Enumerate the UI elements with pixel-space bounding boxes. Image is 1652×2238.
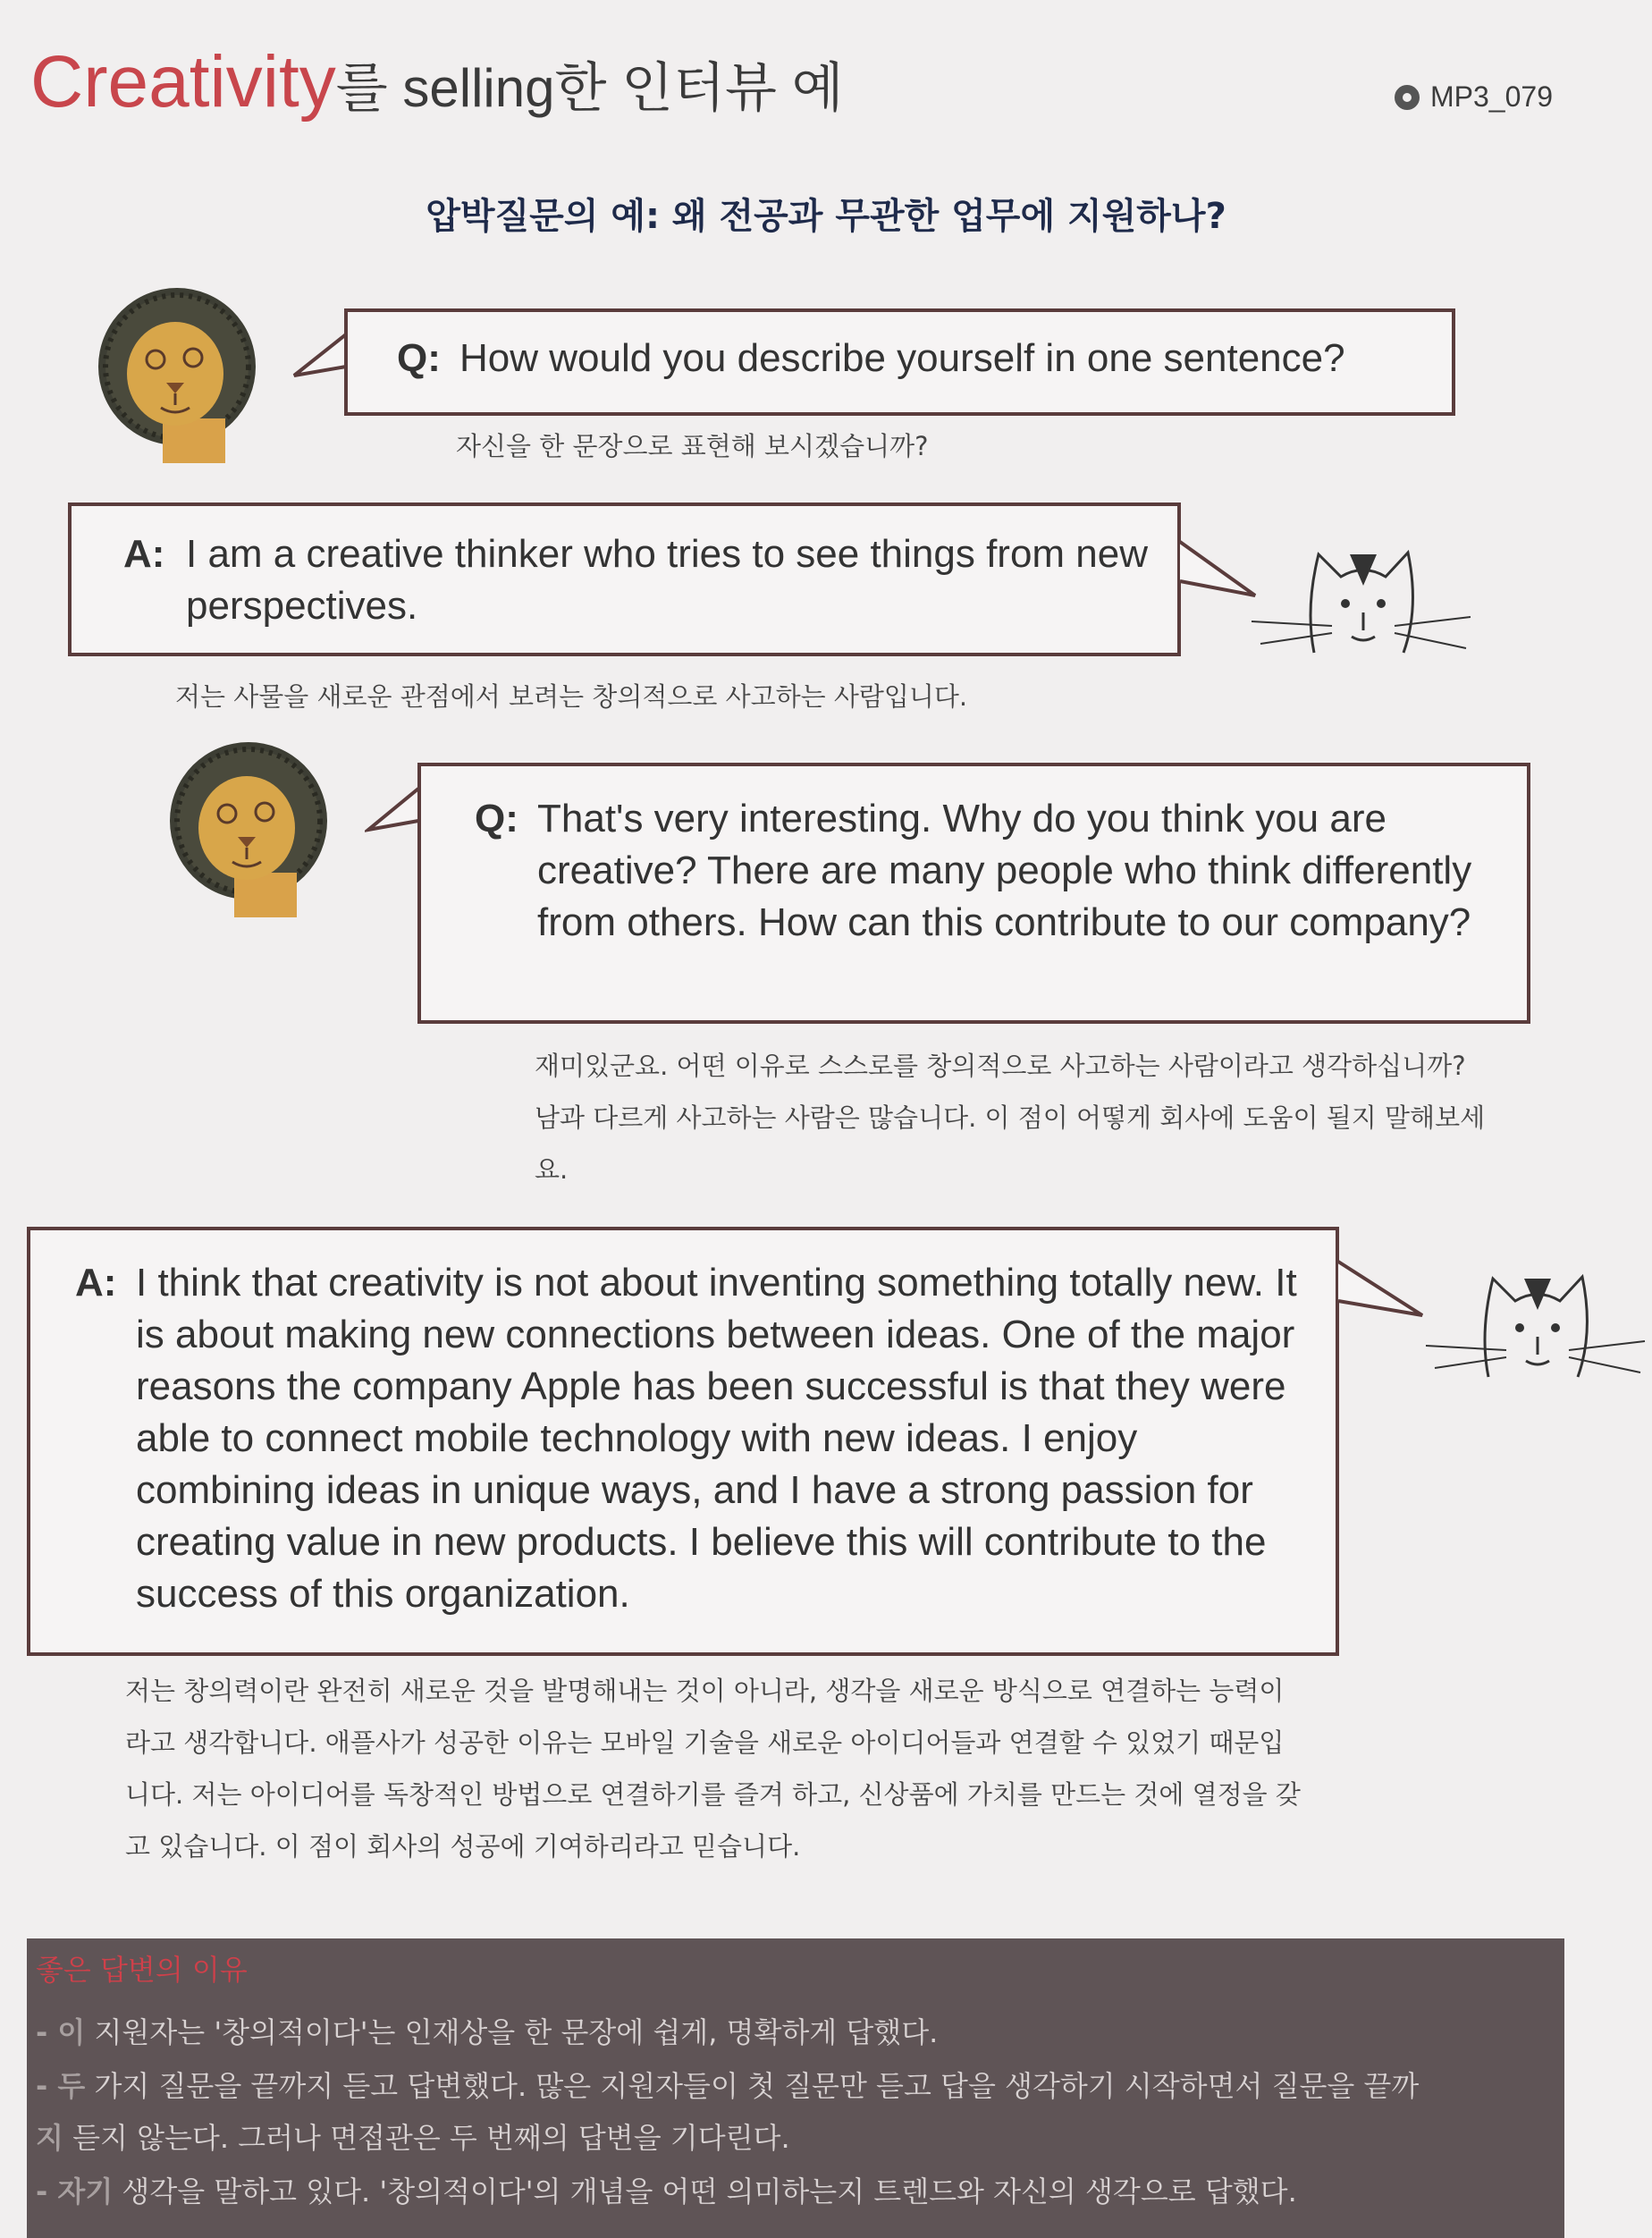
answer-1 bbox=[123, 528, 1151, 632]
title-rest: 를 selling한 인터뷰 예 bbox=[335, 58, 844, 118]
title-highlight: Creativity bbox=[30, 41, 336, 122]
answer-text: I think that creativity is not about inventing something totally new. It is about making new connections between ideas. One of the major reasons the company Apple has been successful is that they were able to connect mobile technology with new ideas. I enjoy combining ideas in unique ways, and I have a strong passion for creating value in new products. I believe this will contribute to the success of this organization. bbox=[136, 1261, 1297, 1616]
question-bubble-2 bbox=[417, 763, 1530, 1024]
question-1-translation: 자신을 한 문장으로 표현해 보시겠습니까? bbox=[456, 431, 929, 461]
mp3-track-label: MP3_079 bbox=[1430, 80, 1553, 113]
question-label: Q: bbox=[397, 336, 441, 380]
reason-line: - 두 가지 질문을 끝까지 듣고 답변했다. 많은 지원자들이 첫 질문만 듣고 답을 생각하기 시작하면서 질문을 끝까 bbox=[36, 2069, 1420, 2103]
mp3-track[interactable] bbox=[1395, 80, 1553, 114]
cat-illustration-icon bbox=[1252, 536, 1475, 671]
question-text: That's very interesting. Why do you think you are creative? There are many people who think differently from others. How can this contribute to our company? bbox=[537, 797, 1472, 944]
answer-bubble-2 bbox=[27, 1227, 1339, 1656]
cat-illustration-icon bbox=[1426, 1261, 1649, 1395]
section-subtitle: 압박질문의 예: 왜 전공과 무관한 업무에 지원하나? bbox=[426, 196, 1226, 237]
reasons-title: 좋은 답변의 이유 bbox=[36, 1953, 248, 1987]
lion-illustration-icon bbox=[161, 739, 340, 917]
answer-2-translation: 저는 창의력이란 완전히 새로운 것을 발명해내는 것이 아니라, 생각을 새로운 방식으로 연결하는 능력이라고 생각합니다. 애플사가 성공한 이유는 모바일 기술을 새로운 아이디어들과 연결할 수 있었기 때문입니다. 저는 아이디어를 독창적인 방법으로 연결하기를 즐겨 하고, 신상품에 가치를 만드는 것에 열정을 갖고 있습니다. 이 점이 회사의 성공에 기여하리라고 믿습니다. bbox=[125, 1676, 1301, 1862]
speech-tail bbox=[1336, 1256, 1426, 1328]
question-text: How would you describe yourself in one sentence? bbox=[459, 336, 1345, 380]
answer-label: A: bbox=[123, 532, 165, 576]
page-title bbox=[30, 40, 844, 124]
answer-bubble-1 bbox=[68, 502, 1181, 656]
question-2-translation: 재미있군요. 어떤 이유로 스스로를 창의적으로 사고하는 사람이라고 생각하십니까? 남과 다르게 사고하는 사람은 많습니다. 이 점이 어떻게 회사에 도움이 될지 말해보세요. bbox=[535, 1051, 1486, 1185]
answer-text: I am a creative thinker who tries to see things from new perspectives. bbox=[186, 532, 1149, 628]
reason-line: - 이 지원자는 '창의적이다'는 인재상을 한 문장에 쉽게, 명확하게 답했다. bbox=[36, 2015, 939, 2049]
answer-2 bbox=[75, 1257, 1318, 1620]
question-label: Q: bbox=[475, 797, 518, 840]
speech-tail bbox=[1178, 536, 1259, 608]
question-2 bbox=[475, 793, 1485, 949]
question-bubble-1 bbox=[344, 308, 1455, 416]
reasons-panel bbox=[27, 1938, 1564, 2238]
answer-1-translation: 저는 사물을 새로운 관점에서 보려는 창의적으로 사고하는 사람입니다. bbox=[175, 681, 968, 712]
answer-label: A: bbox=[75, 1261, 117, 1305]
reason-line: 지 듣지 않는다. 그러나 면접관은 두 번째의 답변을 기다린다. bbox=[36, 2121, 790, 2155]
question-1 bbox=[397, 336, 1345, 381]
audio-disc-icon bbox=[1395, 85, 1420, 110]
speech-tail bbox=[365, 785, 422, 839]
lion-illustration-icon bbox=[89, 284, 268, 463]
reason-line: - 자기 생각을 말하고 있다. '창의적이다'의 개념을 어떤 의미하는지 트렌드와 자신의 생각으로 답했다. bbox=[36, 2175, 1297, 2208]
speech-tail bbox=[291, 331, 350, 384]
